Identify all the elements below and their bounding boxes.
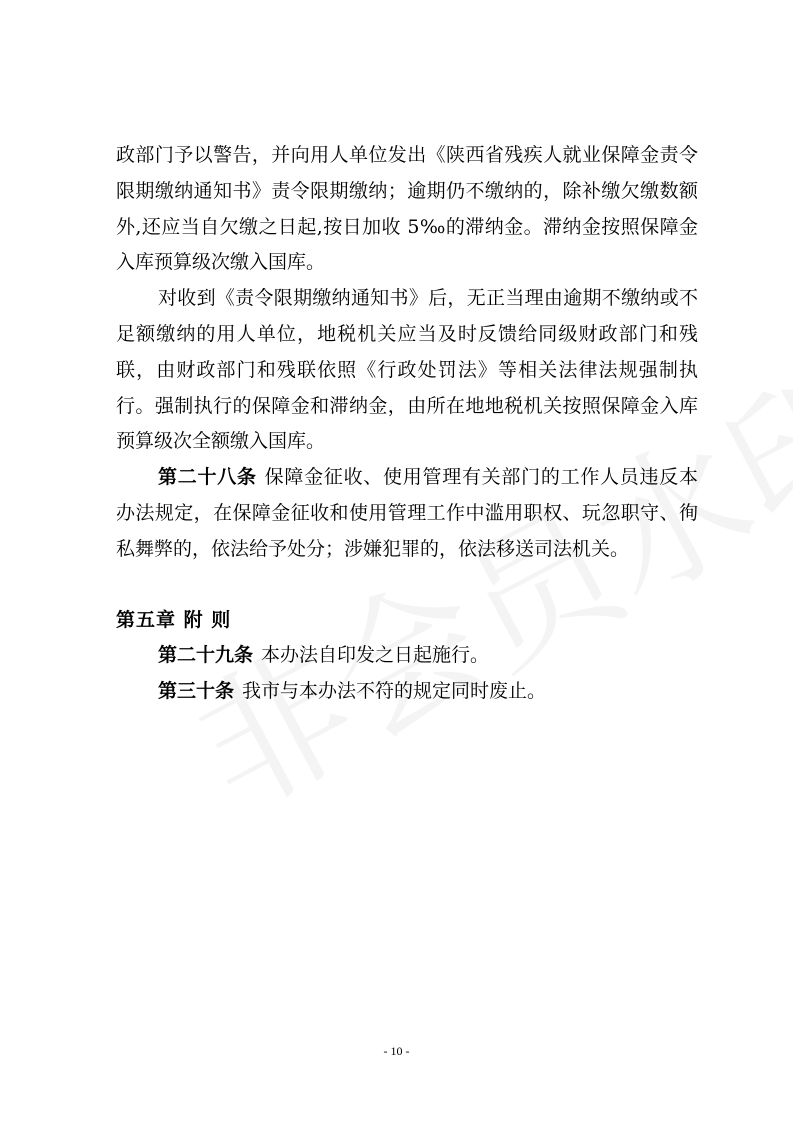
article-30-label: 第三十条	[158, 680, 235, 703]
article-28	[116, 460, 698, 567]
article-28-label: 第二十八条	[158, 466, 257, 489]
chapter-5-title: 第五章 附 则	[116, 608, 232, 631]
paragraph-continued: 政部门予以警告，并向用人单位发出《陕西省残疾人就业保障金责令限期缴纳通知书》责令限期缴纳；逾期仍不缴纳的，除补缴欠缴数额外,还应当自欠缴之日起,按日加收 5‰的滞纳金。滞纳金按照保障金入库预算级次缴入国库。	[116, 144, 698, 274]
article-29-label: 第二十九条	[158, 644, 254, 667]
body-text	[116, 138, 698, 710]
article-29	[116, 638, 698, 674]
article-30	[116, 674, 698, 710]
article-29-text: 本办法自印发之日起施行。	[261, 644, 490, 667]
article-30-text: 我市与本办法不符的规定同时废止。	[242, 680, 547, 703]
paragraph-enforcement: 对收到《责令限期缴纳通知书》后，无正当理由逾期不缴纳或不足额缴纳的用人单位，地税机关应当及时反馈给同级财政部门和残联，由财政部门和残联依照《行政处罚法》等相关法律法规强制执行。强制执行的保障金和滞纳金，由所在地地税机关按照保障金入库预算级次全额缴入国库。	[116, 287, 698, 453]
page-number: - 10 -	[383, 1044, 410, 1058]
article-28-text: 保障金征收、使用管理有关部门的工作人员违反本办法规定，在保障金征收和使用管理工作中滥用职权、玩忽职守、徇私舞弊的，依法给予处分；涉嫌犯罪的，依法移送司法机关。	[116, 466, 698, 560]
